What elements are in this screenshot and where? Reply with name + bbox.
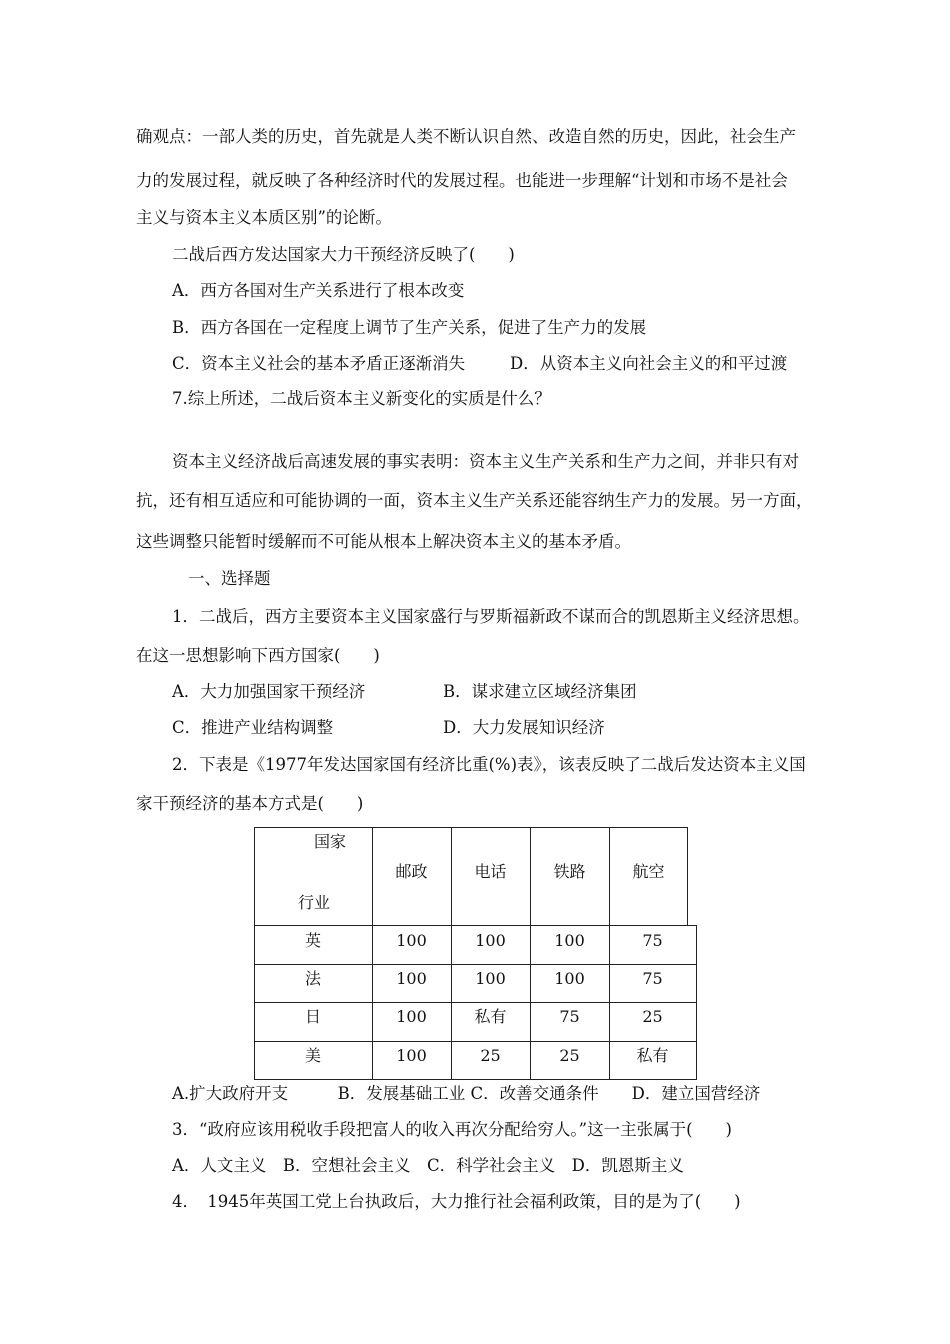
table-column-header: 航空 [632, 862, 665, 881]
intro-line-1: 确观点：一部人类的历史，首先就是人类不断认识自然、改造自然的历史，因此，社会生产 [136, 127, 796, 146]
table-corner-industry: 行业 [297, 893, 330, 912]
table-cell: 25 [642, 1007, 663, 1026]
table-cell: 25 [480, 1046, 501, 1065]
table-cell: 100 [554, 931, 585, 950]
intro-line-3: 主义与资本主义本质区别”的论断。 [136, 208, 392, 227]
question-3-stem: 3．“政府应该用税收手段把富人的收入再次分配给穷人。”这一主张属于( ) [172, 1120, 732, 1139]
table-cell: 100 [475, 931, 506, 950]
question-1-option-a: A．大力加强国家干预经济 [172, 682, 366, 701]
question-2-line-1: 2．下表是《1977年发达国家国有经济比重(%)表》，该表反映了二战后发达资本主义国 [172, 755, 806, 774]
question-6-stem: 二战后西方发达国家大力干预经济反映了( ) [172, 245, 515, 264]
answer-line-2: 抗，还有相互适应和可能协调的一面，资本主义生产关系还能容纳生产力的发展。另一方面， [136, 491, 813, 510]
answer-line-1: 资本主义经济战后高速发展的事实表明：资本主义生产关系和生产力之间，并非只有对 [172, 452, 799, 471]
intro-line-2: 力的发展过程，就反映了各种经济时代的发展过程。也能进一步理解“计划和市场不是社会 [136, 171, 788, 190]
question-6-option-c: C．资本主义社会的基本矛盾正逐渐消失 [172, 354, 466, 373]
question-7: 7.综上所述，二战后资本主义新变化的实质是什么？ [172, 389, 551, 408]
answer-line-3: 这些调整只能暂时缓解而不可能从根本上解决资本主义的基本矛盾。 [136, 532, 631, 551]
question-6-option-d: D．从资本主义向社会主义的和平过渡 [510, 354, 788, 373]
table-column-header: 电话 [474, 862, 507, 881]
table-row-country: 法 [304, 969, 321, 988]
question-2-line-2: 家干预经济的基本方式是( ) [136, 794, 364, 813]
table-cell: 100 [554, 969, 585, 988]
table-cell: 私有 [474, 1007, 507, 1026]
question-6-option-b: B．西方各国在一定程度上调节了生产关系，促进了生产力的发展 [172, 318, 647, 337]
table-cell: 75 [642, 969, 663, 988]
question-1-option-b: B．谋求建立区域经济集团 [443, 682, 637, 701]
question-1-option-d: D．大力发展知识经济 [443, 718, 605, 737]
section-heading: 一、选择题 [188, 569, 271, 588]
question-6-option-a: A．西方各国对生产关系进行了根本改变 [172, 281, 465, 300]
question-1-option-c: C．推进产业结构调整 [172, 718, 334, 737]
question-1-line-1: 1．二战后，西方主要资本主义国家盛行与罗斯福新政不谋而合的凯恩斯主义经济思想。 [172, 607, 810, 626]
table-cell: 75 [642, 931, 663, 950]
table-cell: 100 [475, 969, 506, 988]
question-4-stem: 4． 1945年英国工党上台执政后，大力推行社会福利政策，目的是为了( ) [172, 1192, 741, 1211]
table-row-country: 英 [304, 931, 321, 950]
table-cell: 100 [396, 969, 427, 988]
table-row-country: 美 [304, 1046, 321, 1065]
table-column-header: 邮政 [395, 862, 428, 881]
question-1-line-2: 在这一思想影响下西方国家( ) [136, 646, 380, 665]
table-cell: 100 [396, 1007, 427, 1026]
table-cell: 100 [396, 1046, 427, 1065]
table-cell: 私有 [636, 1046, 669, 1065]
table-cell: 100 [396, 931, 427, 950]
table-cell: 75 [559, 1007, 580, 1026]
table-corner-country: 国家 [313, 832, 346, 851]
question-2-options: A.扩大政府开支 B．发展基础工业 C．改善交通条件 D．建立国营经济 [172, 1084, 761, 1103]
table-column-header: 铁路 [553, 862, 586, 881]
question-3-options: A．人文主义 B．空想社会主义 C．科学社会主义 D．凯恩斯主义 [172, 1156, 684, 1175]
table-row-country: 日 [304, 1007, 321, 1026]
table-cell: 25 [559, 1046, 580, 1065]
